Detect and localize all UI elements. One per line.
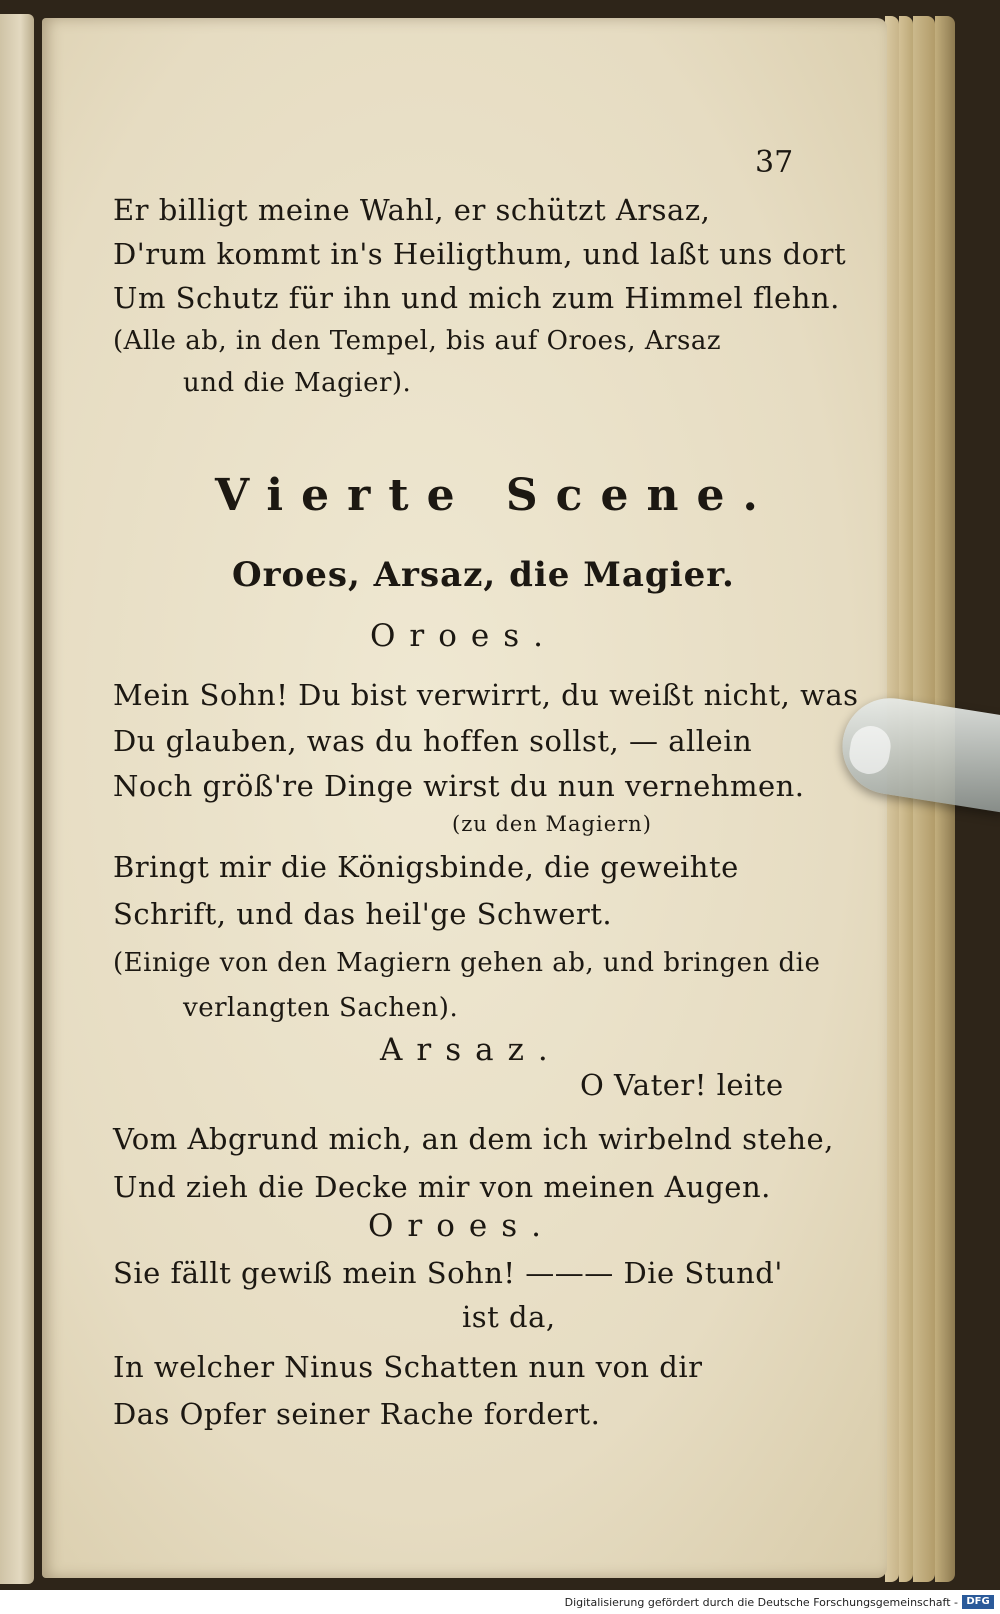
page-number: 37 (755, 145, 794, 180)
stage-direction: verlangten Sachen). (183, 993, 459, 1023)
speaker-name: Oroes. (368, 1208, 556, 1244)
dfg-logo: DFG (962, 1595, 994, 1609)
footer-credit: Digitalisierung gefördert durch die Deutsche Forschungsgemeinschaft - (564, 1596, 958, 1609)
text-line: In welcher Ninus Schatten nun von dir (113, 1350, 703, 1384)
stage-direction: (Einige von den Magiern gehen ab, und bringen die (113, 948, 821, 978)
stage-direction: (zu den Magiern) (452, 812, 652, 836)
text-line: Schrift, und das heil'ge Schwert. (113, 897, 613, 931)
speaker-name: Oroes. (370, 618, 558, 654)
text-line: D'rum kommt in's Heiligthum, und laßt uns dort (113, 237, 847, 271)
page-edge-stack (899, 16, 913, 1582)
text-line: Mein Sohn! Du bist verwirrt, du weißt nicht, was (113, 678, 859, 712)
stage-direction: (Alle ab, in den Tempel, bis auf Oroes, Arsaz (113, 326, 722, 356)
left-page-edge (0, 14, 34, 1584)
text-line: Um Schutz für ihn und mich zum Himmel flehn. (113, 281, 840, 315)
scene-title: Vierte Scene. (215, 470, 776, 521)
text-line: O Vater! leite (580, 1068, 784, 1102)
page-edge-stack (885, 16, 899, 1582)
text-line: Vom Abgrund mich, an dem ich wirbelnd stehe, (113, 1122, 834, 1156)
text-line: Du glauben, was du hoffen sollst, — allein (113, 724, 753, 758)
text-line: Und zieh die Decke mir von meinen Augen. (113, 1170, 771, 1204)
text-line: Bringt mir die Königsbinde, die geweihte (113, 850, 739, 884)
text-line: Sie fällt gewiß mein Sohn! ——— Die Stund' (113, 1256, 783, 1290)
text-line: ist da, (462, 1300, 556, 1334)
text-line: Er billigt meine Wahl, er schützt Arsaz, (113, 193, 711, 227)
speaker-name: Arsaz. (380, 1032, 562, 1068)
character-list: Oroes, Arsaz, die Magier. (232, 555, 735, 595)
stage-direction: und die Magier). (183, 368, 412, 398)
text-line: Das Opfer seiner Rache fordert. (113, 1397, 601, 1431)
text-line: Noch größ're Dinge wirst du nun vernehmen. (113, 769, 805, 803)
